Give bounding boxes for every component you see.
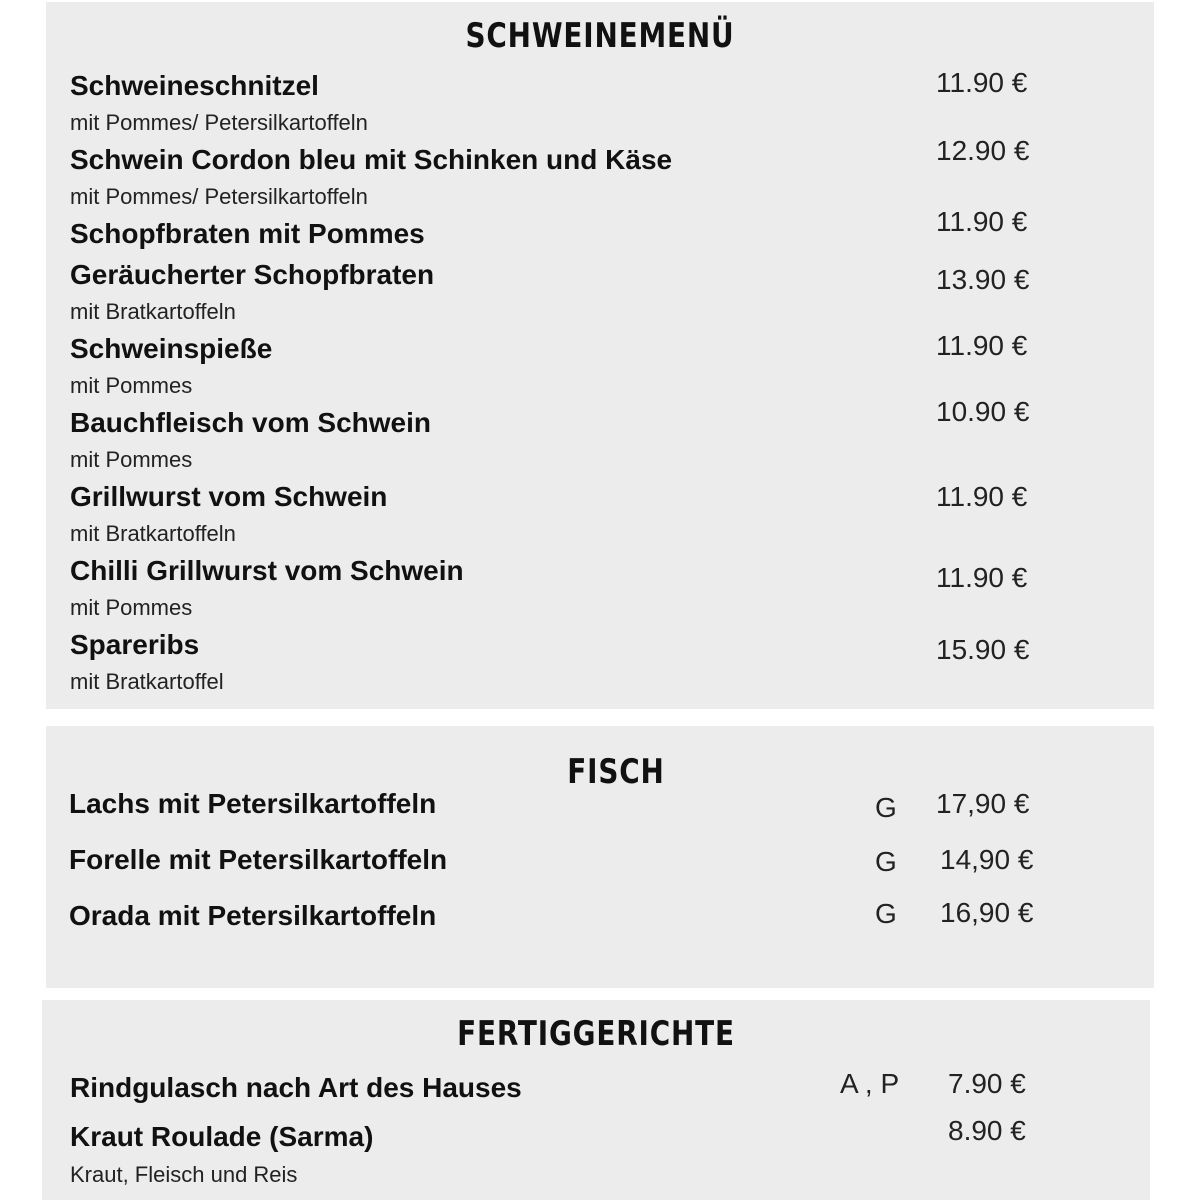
menu-item-name: Forelle mit Petersilkartoffeln — [69, 844, 448, 875]
section-fisch — [46, 726, 1154, 988]
menu-item-name: Bauchfleisch vom Schwein — [70, 407, 431, 438]
menu-item-name: Lachs mit Petersilkartoffeln — [69, 788, 437, 819]
menu-item-desc: mit Bratkartoffel — [70, 669, 224, 694]
menu-item-price: 15.90 € — [936, 634, 1030, 665]
menu-item-price: 11.90 € — [936, 206, 1028, 237]
menu-item-name: Orada mit Petersilkartoffeln — [69, 900, 437, 931]
menu-item-name: Schopfbraten mit Pommes — [70, 218, 425, 249]
menu-item-name: Schwein Cordon bleu mit Schinken und Käse — [70, 144, 673, 175]
menu-item-desc: mit Pommes — [70, 447, 193, 472]
menu-item-name: Geräucherter Schopfbraten — [70, 259, 435, 290]
menu-item-price: 11.90 € — [936, 330, 1028, 361]
menu-item-desc: mit Pommes/ Petersilkartoffeln — [70, 110, 368, 135]
menu-item-desc: mit Pommes — [70, 373, 193, 398]
menu-item-price: 11.90 € — [936, 481, 1028, 512]
menu-item-price: 14,90 € — [940, 844, 1034, 875]
menu-item-price: 13.90 € — [936, 264, 1030, 295]
section-schweinemenue — [46, 2, 1154, 709]
menu-item-name: Rindgulasch nach Art des Hauses — [70, 1072, 522, 1103]
menu-item-name: Schweinspieße — [70, 333, 273, 364]
menu-item-price: 7.90 € — [948, 1068, 1026, 1099]
menu-item-name: Grillwurst vom Schwein — [70, 481, 388, 512]
menu-item-desc: mit Pommes — [70, 595, 193, 620]
menu-item-price: 16,90 € — [940, 897, 1034, 928]
menu-item-desc: mit Bratkartoffeln — [70, 521, 236, 546]
section-title: FERTIGGERICHTE — [457, 1014, 735, 1054]
section-title: SCHWEINEMENÜ — [465, 16, 735, 56]
menu-item-price: 8.90 € — [948, 1115, 1026, 1146]
menu-item-desc: mit Bratkartoffeln — [70, 299, 236, 324]
menu-item-price: 12.90 € — [936, 135, 1030, 166]
menu-item-desc: Kraut, Fleisch und Reis — [70, 1162, 298, 1187]
menu-item-allergen-code: G — [875, 846, 897, 877]
menu-item-price: 10.90 € — [936, 396, 1030, 427]
menu-item-price: 11.90 € — [936, 67, 1028, 98]
menu-item-name: Chilli Grillwurst vom Schwein — [70, 555, 464, 586]
menu-item-allergen-code: G — [875, 792, 897, 823]
menu-item-name: Spareribs — [70, 629, 200, 660]
menu-item-name: Schweineschnitzel — [70, 70, 319, 101]
menu-item-desc: mit Pommes/ Petersilkartoffeln — [70, 184, 368, 209]
menu-item-price: 17,90 € — [936, 788, 1030, 819]
section-title: FISCH — [567, 752, 665, 792]
menu-item-price: 11.90 € — [936, 562, 1028, 593]
section-fertiggerichte — [42, 1000, 1150, 1200]
menu-item-name: Kraut Roulade (Sarma) — [70, 1121, 374, 1152]
menu-item-allergen-code: A , P — [840, 1068, 900, 1099]
menu-item-allergen-code: G — [875, 898, 897, 929]
